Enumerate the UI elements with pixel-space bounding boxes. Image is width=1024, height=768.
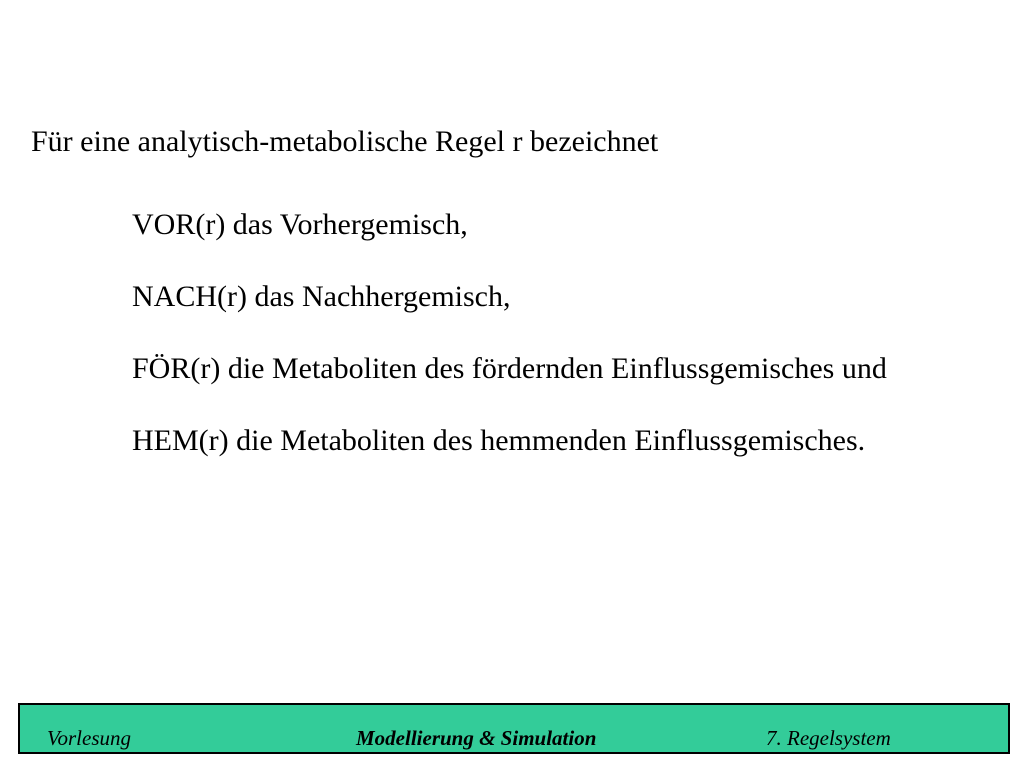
definition-hem: HEM(r) die Metaboliten des hemmenden Einflussgemisches. (132, 424, 866, 457)
footer-chapter-label: 7. Regelsystem (766, 726, 891, 750)
definition-nach: NACH(r) das Nachhergemisch, (132, 280, 511, 313)
definition-vor: VOR(r) das Vorhergemisch, (132, 208, 468, 241)
footer-course-title: Modellierung & Simulation (356, 726, 597, 750)
intro-text: Für eine analytisch-metabolische Regel r bezeichnet (31, 125, 659, 158)
definition-foer: FÖR(r) die Metaboliten des fördernden Einflussgemisches und (132, 352, 887, 385)
footer-lecture-label: Vorlesung (47, 726, 131, 750)
definition-list (132, 205, 887, 493)
footer-bar (18, 703, 1010, 754)
